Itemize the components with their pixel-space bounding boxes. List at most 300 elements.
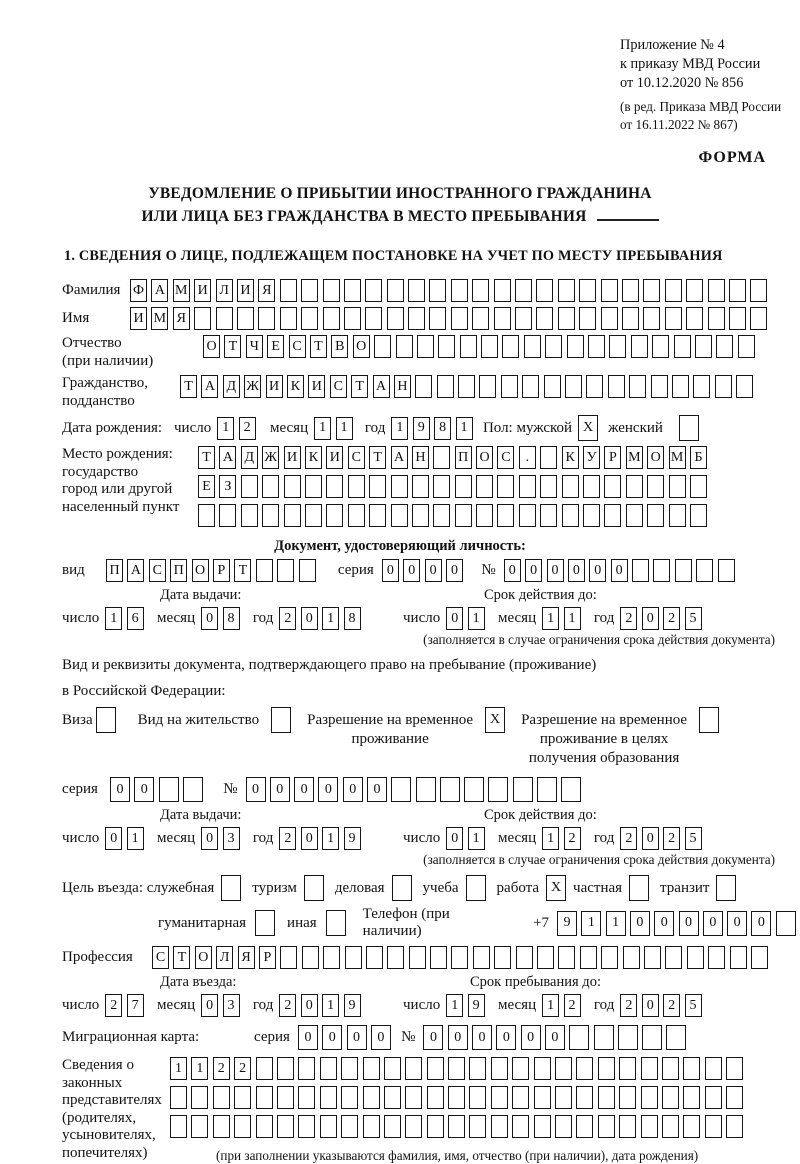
char-box-empty[interactable]: [284, 475, 301, 498]
char-box-empty[interactable]: [433, 504, 450, 527]
char-box-empty[interactable]: [567, 335, 584, 358]
char-box[interactable]: А: [151, 279, 168, 302]
char-box-empty[interactable]: [451, 946, 468, 969]
char-box-empty[interactable]: [369, 504, 386, 527]
char-box-empty[interactable]: [540, 475, 557, 498]
char-box[interactable]: 2: [234, 1057, 251, 1080]
char-box-empty[interactable]: [194, 307, 211, 330]
char-box-empty[interactable]: [588, 335, 605, 358]
char-box[interactable]: 1: [191, 1057, 208, 1080]
char-box[interactable]: К: [562, 446, 579, 469]
char-box-empty[interactable]: [341, 1057, 358, 1080]
char-box-empty[interactable]: [662, 1086, 679, 1109]
char-box-empty[interactable]: [730, 946, 747, 969]
char-box-empty[interactable]: [583, 475, 600, 498]
char-box-empty[interactable]: [669, 504, 686, 527]
char-box-empty[interactable]: [256, 1115, 273, 1138]
char-box-empty[interactable]: [183, 777, 203, 802]
char-box[interactable]: 1: [456, 417, 473, 440]
char-box-empty[interactable]: [690, 475, 707, 498]
char-box[interactable]: 2: [620, 827, 637, 850]
char-box-empty[interactable]: [391, 504, 408, 527]
char-box-empty[interactable]: [191, 1086, 208, 1109]
char-box-empty[interactable]: [513, 777, 533, 802]
char-box-empty[interactable]: [284, 504, 301, 527]
char-box-empty[interactable]: [690, 504, 707, 527]
char-box-empty[interactable]: [348, 504, 365, 527]
char-box-empty[interactable]: [705, 1057, 722, 1080]
char-box-empty[interactable]: [348, 475, 365, 498]
char-box-empty[interactable]: [213, 1086, 230, 1109]
char-box-empty[interactable]: [280, 279, 297, 302]
char-box-empty[interactable]: [464, 777, 484, 802]
char-box[interactable]: И: [194, 279, 211, 302]
char-box[interactable]: 0: [679, 911, 699, 936]
char-box[interactable]: 0: [446, 559, 463, 582]
char-box[interactable]: О: [647, 446, 664, 469]
char-box-empty[interactable]: [219, 504, 236, 527]
char-box[interactable]: 8: [344, 607, 361, 630]
char-box-empty[interactable]: [298, 1086, 315, 1109]
char-box[interactable]: 0: [504, 559, 521, 582]
char-box[interactable]: К: [305, 446, 322, 469]
char-box[interactable]: П: [170, 559, 187, 582]
char-box-empty[interactable]: [705, 1086, 722, 1109]
char-box-empty[interactable]: [693, 375, 710, 398]
char-box[interactable]: 2: [620, 607, 637, 630]
char-box-empty[interactable]: [302, 946, 319, 969]
char-box-empty[interactable]: [609, 335, 626, 358]
char-box-empty[interactable]: [537, 946, 554, 969]
char-box-empty[interactable]: [708, 279, 725, 302]
char-box-empty[interactable]: [262, 504, 279, 527]
char-box-empty[interactable]: [512, 1057, 529, 1080]
char-box-empty[interactable]: [601, 307, 618, 330]
char-box-empty[interactable]: [170, 1086, 187, 1109]
char-box-empty[interactable]: [562, 475, 579, 498]
char-box-empty[interactable]: [469, 1115, 486, 1138]
char-box[interactable]: 0: [525, 559, 542, 582]
char-box-empty[interactable]: [598, 1115, 615, 1138]
char-box[interactable]: Л: [216, 279, 233, 302]
char-box[interactable]: .: [519, 446, 536, 469]
char-box-empty[interactable]: [524, 335, 541, 358]
char-box[interactable]: 0: [496, 1025, 516, 1050]
char-box-empty[interactable]: [675, 559, 692, 582]
char-box-empty[interactable]: [501, 375, 518, 398]
char-box-empty[interactable]: [647, 504, 664, 527]
char-box[interactable]: Ф: [130, 279, 147, 302]
char-box[interactable]: 0: [547, 559, 564, 582]
char-box[interactable]: 0: [403, 559, 420, 582]
char-box[interactable]: 0: [751, 911, 771, 936]
char-box-empty[interactable]: [580, 946, 597, 969]
char-box[interactable]: У: [583, 446, 600, 469]
char-box[interactable]: Д: [241, 446, 258, 469]
char-box-empty[interactable]: [604, 475, 621, 498]
char-box[interactable]: 0: [110, 777, 130, 802]
char-box[interactable]: А: [127, 559, 144, 582]
char-box[interactable]: К: [287, 375, 304, 398]
char-box-empty[interactable]: [409, 946, 426, 969]
char-box-empty[interactable]: [408, 307, 425, 330]
char-box[interactable]: 0: [294, 777, 314, 802]
char-box-empty[interactable]: [558, 307, 575, 330]
char-box[interactable]: 1: [606, 911, 626, 936]
char-box-empty[interactable]: [576, 1057, 593, 1080]
char-box[interactable]: З: [219, 475, 236, 498]
char-box-empty[interactable]: [374, 335, 391, 358]
char-box[interactable]: Н: [412, 446, 429, 469]
char-box[interactable]: 0: [298, 1025, 318, 1050]
char-box[interactable]: 2: [663, 994, 680, 1017]
char-box[interactable]: Я: [258, 279, 275, 302]
char-box-empty[interactable]: [534, 1086, 551, 1109]
char-box-empty[interactable]: [455, 504, 472, 527]
char-box[interactable]: 0: [642, 827, 659, 850]
char-box-empty[interactable]: [562, 504, 579, 527]
char-box-empty[interactable]: [323, 279, 340, 302]
char-box-empty[interactable]: [683, 1057, 700, 1080]
char-box[interactable]: 0: [448, 1025, 468, 1050]
char-box[interactable]: 0: [589, 559, 606, 582]
char-box-empty[interactable]: [626, 504, 643, 527]
char-box-empty[interactable]: [429, 279, 446, 302]
char-box-empty[interactable]: [405, 1086, 422, 1109]
char-box-empty[interactable]: [497, 504, 514, 527]
char-box-empty[interactable]: [320, 1057, 337, 1080]
char-box-empty[interactable]: [170, 1115, 187, 1138]
char-box-empty[interactable]: [363, 1115, 380, 1138]
char-box-empty[interactable]: [502, 335, 519, 358]
char-box-empty[interactable]: [256, 559, 273, 582]
char-box-empty[interactable]: [280, 307, 297, 330]
char-box-empty[interactable]: [540, 504, 557, 527]
char-box-empty[interactable]: [255, 910, 275, 936]
char-box[interactable]: Р: [213, 559, 230, 582]
char-box[interactable]: 1: [322, 827, 339, 850]
char-box-empty[interactable]: [519, 504, 536, 527]
char-box-empty[interactable]: [448, 1086, 465, 1109]
char-box-empty[interactable]: [437, 375, 454, 398]
char-box-empty[interactable]: [644, 946, 661, 969]
char-box-empty[interactable]: [277, 1086, 294, 1109]
char-box-empty[interactable]: [576, 1086, 593, 1109]
char-box-empty[interactable]: [696, 559, 713, 582]
char-box-empty[interactable]: [416, 777, 436, 802]
char-box-empty[interactable]: [653, 559, 670, 582]
char-box-empty[interactable]: [687, 946, 704, 969]
char-box[interactable]: 2: [564, 994, 581, 1017]
char-box-empty[interactable]: [365, 279, 382, 302]
char-box[interactable]: 2: [620, 994, 637, 1017]
char-box-empty[interactable]: [776, 911, 796, 936]
char-box-empty[interactable]: [522, 375, 539, 398]
char-box-empty[interactable]: [643, 307, 660, 330]
char-box-empty[interactable]: [369, 475, 386, 498]
char-box-empty[interactable]: [569, 1025, 589, 1050]
char-box-empty[interactable]: [412, 475, 429, 498]
char-box-empty[interactable]: [472, 307, 489, 330]
char-box[interactable]: Т: [180, 375, 197, 398]
char-box[interactable]: В: [331, 335, 348, 358]
char-box-empty[interactable]: [716, 875, 736, 901]
char-box-empty[interactable]: [241, 475, 258, 498]
char-box[interactable]: 1: [542, 994, 559, 1017]
char-box[interactable]: Я: [238, 946, 255, 969]
char-box-empty[interactable]: [262, 475, 279, 498]
char-box-empty[interactable]: [598, 1086, 615, 1109]
char-box-empty[interactable]: [433, 475, 450, 498]
char-box-empty[interactable]: [494, 279, 511, 302]
char-box-empty[interactable]: [320, 1115, 337, 1138]
char-box[interactable]: И: [326, 446, 343, 469]
char-box[interactable]: 9: [344, 827, 361, 850]
char-box-empty[interactable]: [438, 335, 455, 358]
char-box[interactable]: 0: [472, 1025, 492, 1050]
char-box-empty[interactable]: [280, 946, 297, 969]
char-box-empty[interactable]: [555, 1086, 572, 1109]
char-box-empty[interactable]: [558, 946, 575, 969]
char-box[interactable]: 0: [630, 911, 650, 936]
char-box-empty[interactable]: [341, 1115, 358, 1138]
char-box-empty[interactable]: [405, 1057, 422, 1080]
char-box-empty[interactable]: [326, 504, 343, 527]
char-box[interactable]: 0: [301, 607, 318, 630]
char-box-empty[interactable]: [256, 1086, 273, 1109]
char-box-empty[interactable]: [344, 307, 361, 330]
char-box-empty[interactable]: [708, 946, 725, 969]
char-box[interactable]: 0: [201, 827, 218, 850]
char-box-empty[interactable]: [631, 335, 648, 358]
char-box-empty[interactable]: [366, 946, 383, 969]
char-box[interactable]: 0: [654, 911, 674, 936]
char-box[interactable]: Б: [690, 446, 707, 469]
char-box[interactable]: 1: [391, 417, 408, 440]
char-box-empty[interactable]: [430, 946, 447, 969]
char-box-empty[interactable]: [662, 1057, 679, 1080]
char-box-empty[interactable]: [417, 335, 434, 358]
char-box[interactable]: 1: [468, 607, 485, 630]
char-box-empty[interactable]: [277, 1057, 294, 1080]
char-box[interactable]: 0: [201, 994, 218, 1017]
char-box-empty[interactable]: [344, 279, 361, 302]
char-box[interactable]: 8: [434, 417, 451, 440]
char-box-empty[interactable]: [363, 1057, 380, 1080]
char-box-empty[interactable]: [387, 279, 404, 302]
char-box-empty[interactable]: [534, 1057, 551, 1080]
char-box-empty[interactable]: [750, 279, 767, 302]
char-box-empty[interactable]: [665, 307, 682, 330]
char-box[interactable]: Д: [223, 375, 240, 398]
char-box[interactable]: С: [289, 335, 306, 358]
char-box-empty[interactable]: [191, 1115, 208, 1138]
char-box-empty[interactable]: [466, 875, 486, 901]
char-box[interactable]: X: [546, 875, 566, 901]
char-box[interactable]: А: [201, 375, 218, 398]
char-box-empty[interactable]: [672, 375, 689, 398]
char-box[interactable]: 0: [322, 1025, 342, 1050]
char-box[interactable]: 0: [301, 994, 318, 1017]
char-box-empty[interactable]: [537, 777, 557, 802]
char-box-empty[interactable]: [451, 307, 468, 330]
char-box[interactable]: Е: [267, 335, 284, 358]
char-box-empty[interactable]: [476, 504, 493, 527]
char-box[interactable]: И: [130, 307, 147, 330]
char-box-empty[interactable]: [491, 1086, 508, 1109]
char-box[interactable]: 5: [685, 607, 702, 630]
char-box-empty[interactable]: [305, 504, 322, 527]
char-box-empty[interactable]: [544, 375, 561, 398]
char-box[interactable]: 0: [703, 911, 723, 936]
char-box[interactable]: М: [626, 446, 643, 469]
char-box-empty[interactable]: [216, 307, 233, 330]
char-box-empty[interactable]: [736, 375, 753, 398]
char-box[interactable]: С: [330, 375, 347, 398]
char-box[interactable]: А: [219, 446, 236, 469]
char-box-empty[interactable]: [641, 1086, 658, 1109]
char-box-empty[interactable]: [408, 279, 425, 302]
char-box-empty[interactable]: [751, 946, 768, 969]
char-box[interactable]: 0: [201, 607, 218, 630]
char-box-empty[interactable]: [561, 777, 581, 802]
char-box-empty[interactable]: [451, 279, 468, 302]
char-box-empty[interactable]: [301, 307, 318, 330]
char-box-empty[interactable]: [497, 475, 514, 498]
char-box[interactable]: С: [497, 446, 514, 469]
char-box[interactable]: Т: [224, 335, 241, 358]
char-box[interactable]: 0: [105, 827, 122, 850]
char-box[interactable]: 0: [521, 1025, 541, 1050]
char-box-empty[interactable]: [519, 475, 536, 498]
char-box[interactable]: А: [373, 375, 390, 398]
char-box-empty[interactable]: [629, 875, 649, 901]
char-box[interactable]: 2: [213, 1057, 230, 1080]
char-box[interactable]: 0: [134, 777, 154, 802]
char-box-empty[interactable]: [515, 307, 532, 330]
char-box[interactable]: 0: [642, 607, 659, 630]
char-box[interactable]: 1: [336, 417, 353, 440]
char-box[interactable]: 1: [217, 417, 234, 440]
char-box[interactable]: 7: [127, 994, 144, 1017]
char-box[interactable]: О: [353, 335, 370, 358]
char-box-empty[interactable]: [699, 707, 719, 733]
char-box-empty[interactable]: [298, 1115, 315, 1138]
char-box[interactable]: 1: [542, 607, 559, 630]
char-box-empty[interactable]: [234, 1086, 251, 1109]
char-box-empty[interactable]: [536, 279, 553, 302]
char-box[interactable]: М: [173, 279, 190, 302]
char-box-empty[interactable]: [686, 279, 703, 302]
char-box[interactable]: О: [203, 335, 220, 358]
char-box[interactable]: 0: [642, 994, 659, 1017]
char-box-empty[interactable]: [536, 307, 553, 330]
char-box-empty[interactable]: [716, 335, 733, 358]
char-box[interactable]: 0: [727, 911, 747, 936]
char-box[interactable]: И: [237, 279, 254, 302]
char-box[interactable]: М: [151, 307, 168, 330]
char-box-empty[interactable]: [729, 307, 746, 330]
char-box[interactable]: 1: [542, 827, 559, 850]
char-box[interactable]: 0: [446, 827, 463, 850]
char-box-empty[interactable]: [429, 307, 446, 330]
char-box-empty[interactable]: [384, 1057, 401, 1080]
char-box-empty[interactable]: [632, 559, 649, 582]
char-box-empty[interactable]: [555, 1115, 572, 1138]
char-box[interactable]: Т: [351, 375, 368, 398]
char-box[interactable]: 9: [413, 417, 430, 440]
char-box[interactable]: 2: [663, 607, 680, 630]
char-box[interactable]: 0: [347, 1025, 367, 1050]
char-box[interactable]: П: [455, 446, 472, 469]
char-box-empty[interactable]: [622, 307, 639, 330]
char-box-empty[interactable]: [326, 910, 346, 936]
char-box-empty[interactable]: [488, 777, 508, 802]
char-box[interactable]: 8: [223, 607, 240, 630]
char-box[interactable]: 0: [545, 1025, 565, 1050]
char-box[interactable]: 0: [343, 777, 363, 802]
char-box[interactable]: 5: [685, 827, 702, 850]
char-box-empty[interactable]: [666, 1025, 686, 1050]
char-box-empty[interactable]: [726, 1057, 743, 1080]
char-box-empty[interactable]: [598, 1057, 615, 1080]
char-box[interactable]: С: [348, 446, 365, 469]
char-box[interactable]: 1: [581, 911, 601, 936]
char-box-empty[interactable]: [623, 946, 640, 969]
char-box-empty[interactable]: [258, 307, 275, 330]
char-box[interactable]: 2: [564, 827, 581, 850]
char-box[interactable]: 2: [279, 607, 296, 630]
char-box-empty[interactable]: [665, 946, 682, 969]
char-box[interactable]: 1: [446, 994, 463, 1017]
char-box-empty[interactable]: [516, 946, 533, 969]
char-box[interactable]: Ч: [246, 335, 263, 358]
char-box[interactable]: 1: [564, 607, 581, 630]
char-box-empty[interactable]: [320, 1086, 337, 1109]
char-box-empty[interactable]: [298, 1057, 315, 1080]
char-box[interactable]: 0: [568, 559, 585, 582]
char-box-empty[interactable]: [237, 307, 254, 330]
char-box-empty[interactable]: [619, 1115, 636, 1138]
char-box-empty[interactable]: [491, 1115, 508, 1138]
char-box-empty[interactable]: [391, 777, 411, 802]
char-box-empty[interactable]: [213, 1115, 230, 1138]
char-box-empty[interactable]: [384, 1086, 401, 1109]
char-box[interactable]: 0: [425, 559, 442, 582]
char-box-empty[interactable]: [683, 1115, 700, 1138]
char-box[interactable]: Ж: [244, 375, 261, 398]
char-box-empty[interactable]: [396, 335, 413, 358]
char-box-empty[interactable]: [427, 1086, 444, 1109]
char-box[interactable]: 3: [223, 994, 240, 1017]
char-box-empty[interactable]: [622, 279, 639, 302]
char-box[interactable]: П: [106, 559, 123, 582]
char-box-empty[interactable]: [669, 475, 686, 498]
char-box-empty[interactable]: [642, 1025, 662, 1050]
char-box-empty[interactable]: [601, 946, 618, 969]
char-box[interactable]: С: [149, 559, 166, 582]
char-box-empty[interactable]: [534, 1115, 551, 1138]
char-box-empty[interactable]: [729, 279, 746, 302]
char-box-empty[interactable]: [512, 1086, 529, 1109]
char-box-empty[interactable]: [256, 1057, 273, 1080]
char-box-empty[interactable]: [674, 335, 691, 358]
char-box-empty[interactable]: [392, 875, 412, 901]
char-box-empty[interactable]: [619, 1057, 636, 1080]
char-box[interactable]: Т: [234, 559, 251, 582]
char-box-empty[interactable]: [565, 375, 582, 398]
char-box-empty[interactable]: [608, 375, 625, 398]
